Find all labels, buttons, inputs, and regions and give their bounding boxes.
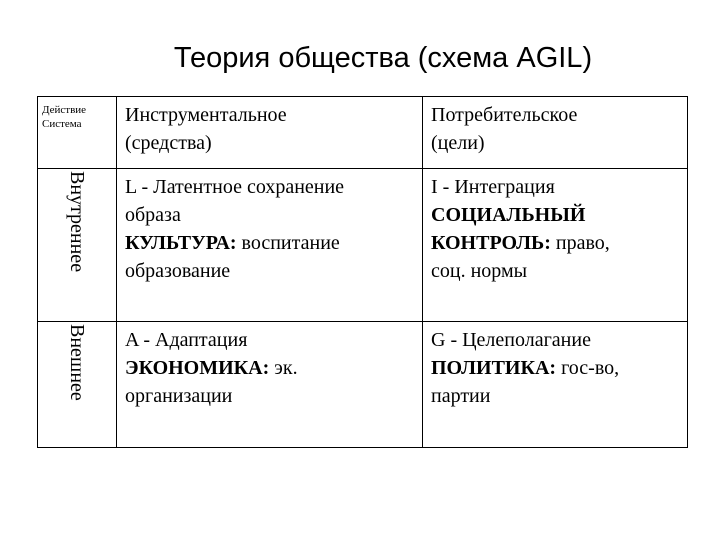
row-label-cell-external <box>38 322 117 448</box>
column-header-instrumental <box>117 97 423 169</box>
row-label-cell-internal <box>38 169 117 322</box>
table-row-external <box>38 322 688 448</box>
cell-latency <box>117 169 423 322</box>
cell-title: I - Интеграция <box>431 176 555 198</box>
cell-title-continued: образа <box>125 204 181 226</box>
cell-body-text: воспитание <box>236 232 340 254</box>
row-label-internal: Внутреннее <box>66 171 88 273</box>
cell-bold-term: ПОЛИТИКА: <box>431 357 557 379</box>
column-header-subline: (средства) <box>125 132 212 154</box>
cell-goal-attainment <box>423 322 688 448</box>
cell-title: L - Латентное сохранение <box>125 176 345 198</box>
action-label: Действие <box>42 104 87 116</box>
cell-bold-term: КУЛЬТУРА: <box>125 232 237 254</box>
cell-body-text: право, <box>550 232 610 254</box>
cell-title: G - Целеполагание <box>431 329 591 351</box>
cell-body-line <box>431 229 679 257</box>
slide-title: Теория общества (схема AGIL) <box>173 42 593 74</box>
cell-body-line-2: организации <box>125 385 233 407</box>
column-header-consumer <box>423 97 688 169</box>
cell-bold-term: ЭКОНОМИКА: <box>125 357 270 379</box>
corner-labels <box>42 103 114 131</box>
column-header-subline: (цели) <box>431 132 485 154</box>
cell-integration <box>423 169 688 322</box>
cell-title: A - Адаптация <box>125 329 248 351</box>
cell-body-text: эк. <box>269 357 298 379</box>
cell-adaptation <box>117 322 423 448</box>
system-label: Система <box>42 118 82 130</box>
cell-body-line-2: образование <box>125 260 231 282</box>
cell-body-line-2: соц. нормы <box>431 260 528 282</box>
column-header-line: Инструментальное <box>125 104 287 126</box>
cell-body-line <box>125 354 414 382</box>
corner-cell <box>38 97 117 169</box>
table-header-row <box>38 97 688 169</box>
cell-body-line <box>125 229 414 257</box>
cell-bold-line: СОЦИАЛЬНЫЙ <box>431 204 586 226</box>
agil-table <box>37 96 688 448</box>
cell-bold-term: КОНТРОЛЬ: <box>431 232 551 254</box>
cell-body-text: гос-во, <box>556 357 620 379</box>
table-row-internal <box>38 169 688 322</box>
column-header-line: Потребительское <box>431 104 578 126</box>
row-label-external: Внешнее <box>66 324 88 401</box>
cell-body-line-2: партии <box>431 385 491 407</box>
cell-body-line <box>431 354 679 382</box>
